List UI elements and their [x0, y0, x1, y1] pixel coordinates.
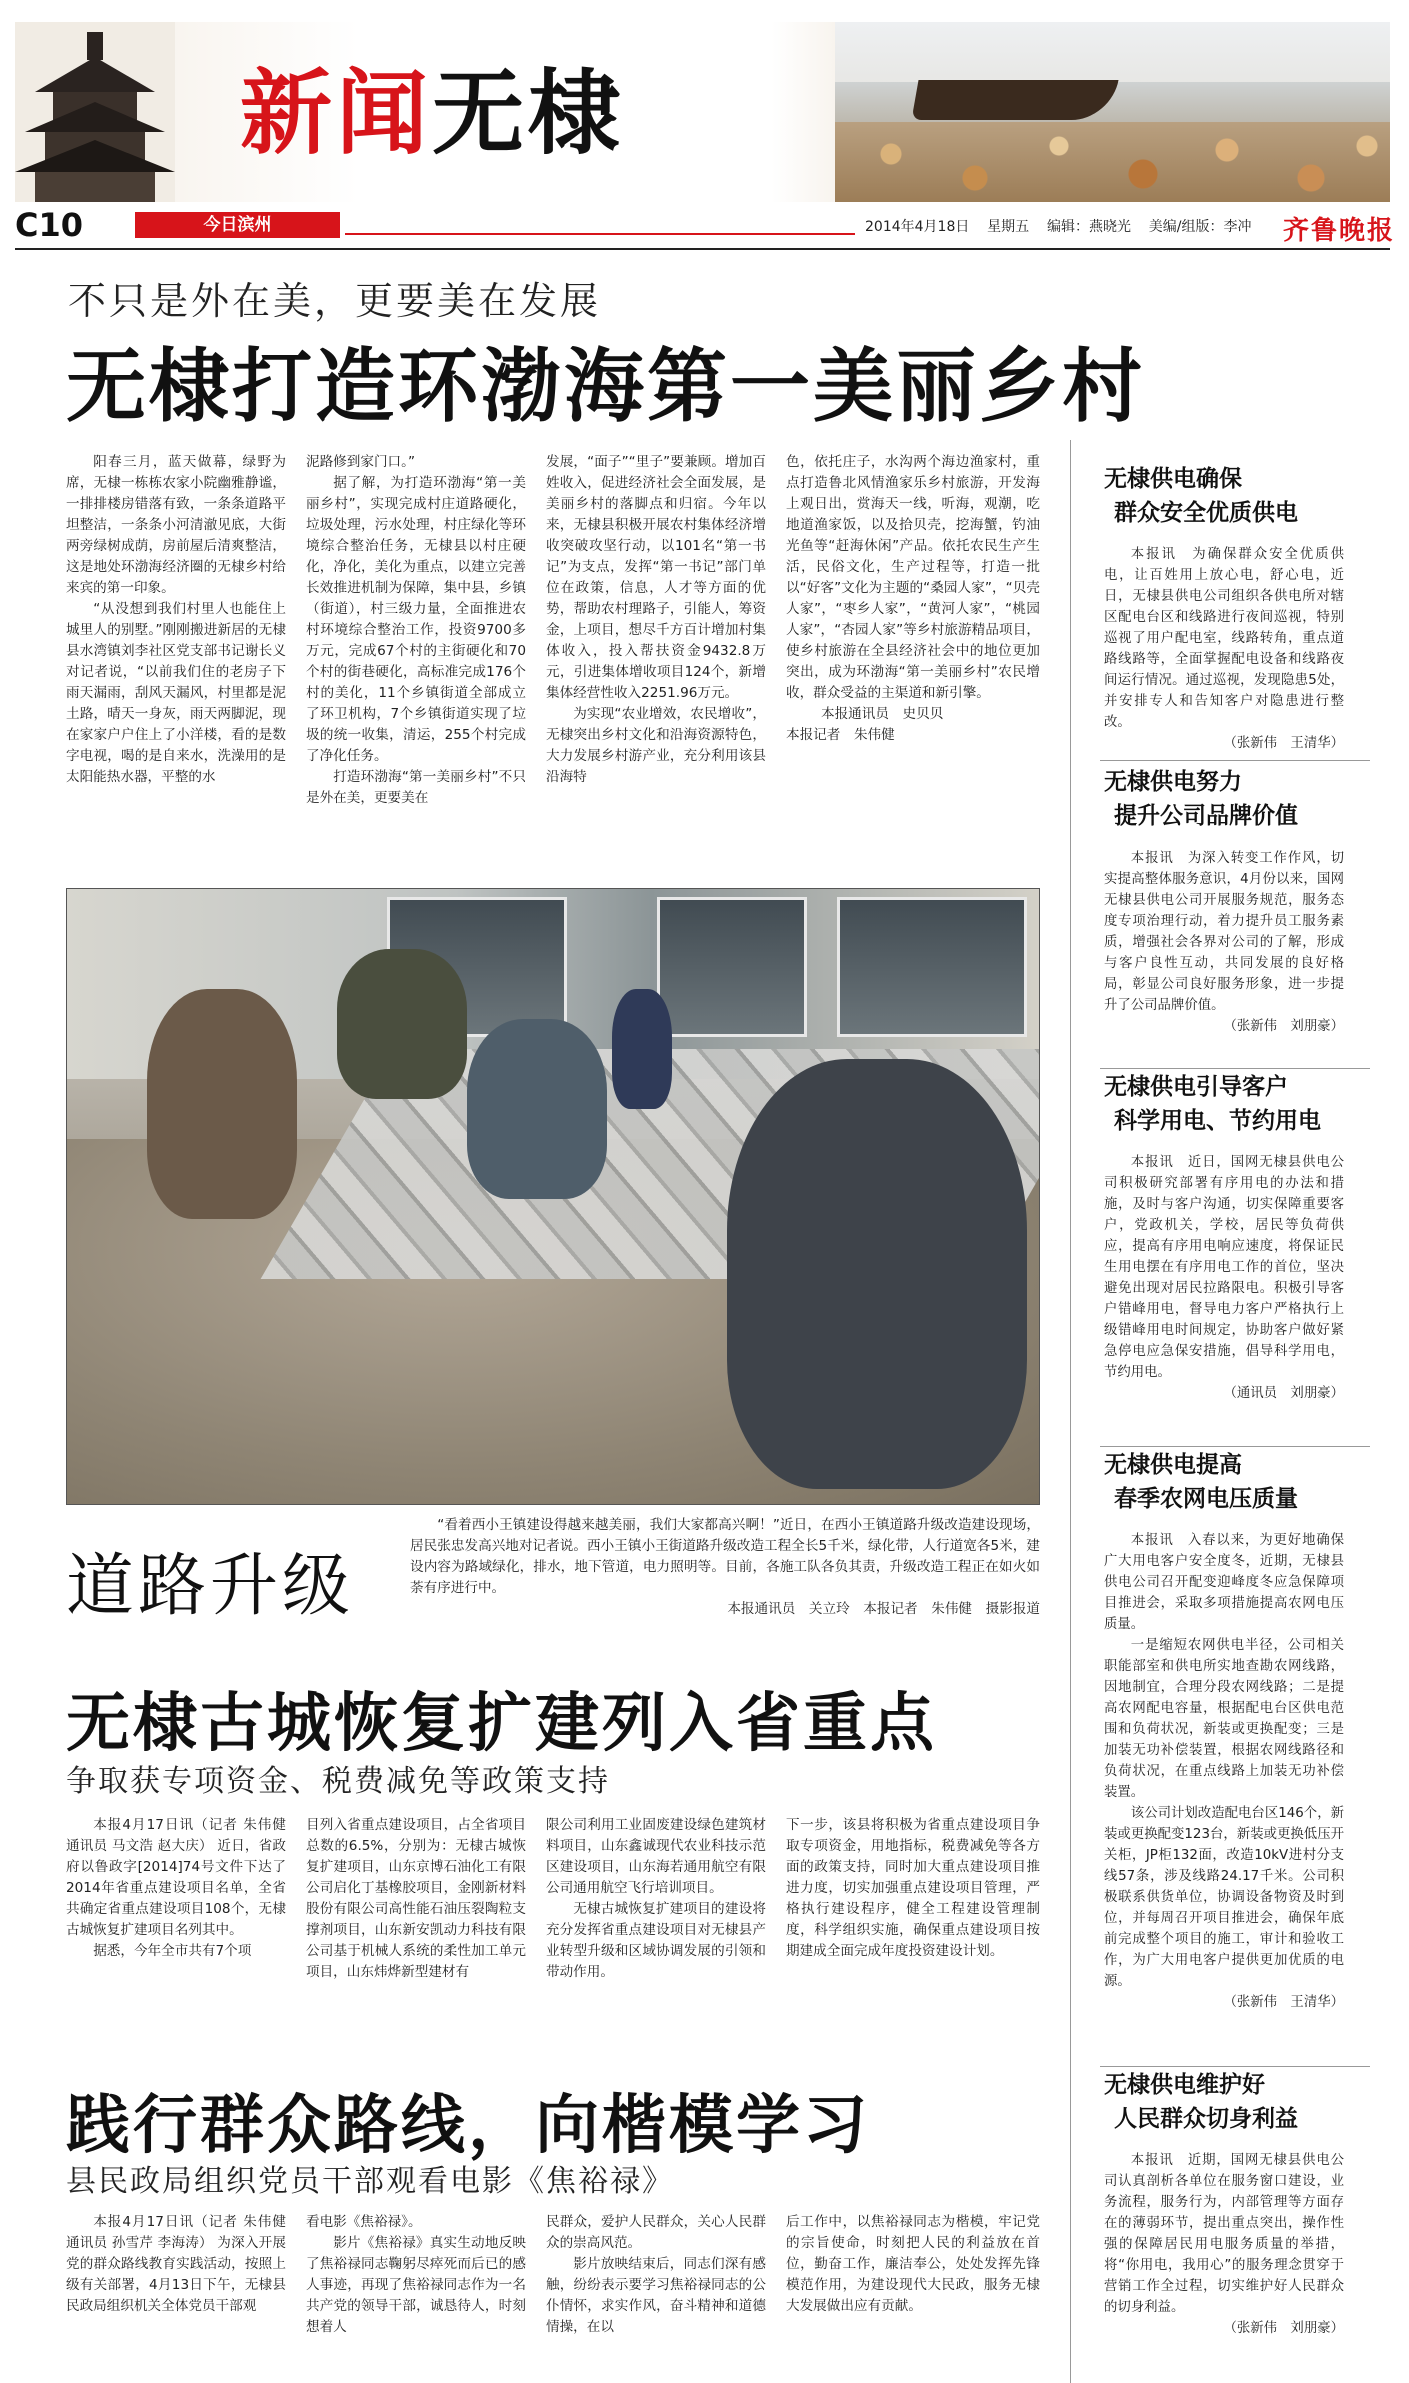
sidebar-divider [1100, 760, 1370, 761]
sidebar-headline-line: 无棣供电维护好 [1104, 2072, 1265, 2098]
issue-date: 2014年4月18日 [865, 219, 970, 235]
paragraph: 一是缩短农网供电半径，公司相关职能部室和供电所实地查勘农网线路，因地制宜，合理分段农网线路；二是提高农网配电容量，根据配电台区供电范围和负荷状况，新装或更换配变；三是加装无功补偿装置，根据农网线路径和负荷状况，在重点线路上加装无功补偿装置。 [1104, 1638, 1344, 1800]
byline: （张新伟 王清华） [1223, 1995, 1344, 2010]
paragraph: 发展，“面子”“里子”要兼顾。增加百姓收入，促进经济社会全面发展，是美丽乡村的落脚点和归宿。今年以来，无棣县积极开展农村集体经济增收突破攻坚行动，以101名“第一书记”为支点，发挥“第一书记”部门单位在政策，信息，人才等方面的优势，帮助农村理路子，引能人，筹资金，上项目，想尽千方百计增加村集体收入，投入帮扶资金9432.8万元，引进集体增收项目124个，新增集体经营性收入2251.96万元。 [546, 454, 766, 701]
story3-column-3 [546, 2212, 766, 2374]
lead-kicker: 不只是外在美，更要美在发展 [68, 279, 602, 323]
paragraph: 打造环渤海“第一美丽乡村”不只是外在美，更要美在 [306, 769, 526, 806]
sidebar-article-2 [1104, 848, 1344, 1063]
byline: （张新伟 刘朋豪） [1223, 1019, 1344, 1034]
paragraph: 本报4月17日讯（记者 朱伟健 通讯员 马文浩 赵大庆） 近日，省政府以鲁政字[2014]74号文件下达了2014年省重点建设项目名单，全省共确定省重点建设项目108个，无棣古城恢复扩建项目名列其中。 [66, 1817, 286, 1938]
paragraph: 泥路修到家门口。” [306, 454, 415, 470]
paragraph: 本报讯 近期，国网无棣县供电公司认真剖析各单位在服务窗口建设，业务流程，服务行为，内部管理等方面存在的薄弱环节，提出重点突出，操作性强的保障居民用电服务质量的举措，将“你用电，我用心”的服务理念贯穿于营销工作全过程，切实维护好人民群众的切身利益。 [1104, 2153, 1344, 2315]
story3-subhead: 县民政局组织党员干部观看电影《焦裕禄》 [66, 2164, 674, 2199]
paragraph: 民群众，爱护人民群众，关心人民群众的崇高风范。 [546, 2214, 766, 2251]
sidebar-headline-2 [1104, 765, 1374, 833]
pagoda-tower-illustration [15, 22, 175, 202]
lead-column-3 [546, 452, 766, 872]
paragraph: 影片《焦裕禄》真实生动地反映了焦裕禄同志鞠躬尽瘁死而后已的感人事迹，再现了焦裕禄同志作为一名共产党的领导干部，诚恳待人，时刻想着人 [306, 2235, 526, 2335]
masthead-shells-beach [835, 122, 1390, 202]
story3-column-1 [66, 2212, 286, 2374]
paragraph: 色，依托庄子，水沟两个海边渔家村，重点打造鲁北风情渔家乐乡村旅游，开发海上观日出，赏海天一线，听海，观潮，吃地道渔家饭，以及拾贝壳，挖海蟹，钓油光鱼等“赶海休闲”产品。依托农民生产生活，民俗文化，生产过程等，打造一批以“好客”文化为主题的“桑园人家”，“贝壳人家”，“枣乡人家”，“黄河人家”，“桃园人家”，“杏园人家”等乡村旅游精品项目，使乡村旅游在全县经济社会中的地位更加突出，成为环渤海“第一美丽乡村”农民增收，群众受益的主渠道和新引擎。 [786, 454, 1040, 701]
paragraph: 无棣古城恢复扩建项目的建设将充分发挥省重点建设项目对无棣县产业转型升级和区域协调发展的引领和带动作用。 [546, 1901, 766, 1980]
story2-column-3 [546, 1815, 766, 2055]
sidebar-headline-4 [1104, 1448, 1374, 1516]
photo-credit: 本报通讯员 关立玲 本报记者 朱伟健 摄影报道 [727, 1601, 1040, 1617]
paragraph: 看电影《焦裕禄》。 [306, 2214, 422, 2230]
paragraph: 本报讯 为确保群众安全优质供电，让百姓用上放心电，舒心电，近日，无棣县供电公司组织各供电所对辖区配电台区和线路进行夜间巡视，特别巡视了用户配电室，线路转角，重点道路线路等，全面掌握配电设备和线路夜间运行情况。通过巡视，发现隐患5处，并安排专人和告知客户对隐患进行整改。 [1104, 547, 1344, 730]
byline: （张新伟 刘朋豪） [1223, 2321, 1344, 2336]
lead-column-4 [786, 452, 1040, 872]
story3-column-2 [306, 2212, 526, 2374]
sidebar-headline-line: 无棣供电努力 [1104, 769, 1242, 795]
issue-weekday: 星期五 [987, 219, 1030, 235]
sidebar-headline-line: 科学用电、节约用电 [1114, 1108, 1321, 1134]
sidebar-headline-line: 群众安全优质供电 [1114, 500, 1298, 526]
paragraph: 本报讯 近日，国网无棣县供电公司积极研究部署有序用电的办法和措施，及时与客户沟通，切实保障重要客户，党政机关，学校，居民等负荷供应，提高有序用电响应速度，将保证民生用电摆在有序用电工作的首位，坚决避免出现对居民拉路限电。积极引导客户错峰用电，督导电力客户严格执行上级错峰用电时间规定，协助客户做好紧急停电应急保安措施，倡导科学用电，节约用电。 [1104, 1155, 1344, 1380]
story2-column-1 [66, 1815, 286, 2055]
story3-column-4 [786, 2212, 1040, 2374]
designer-credit: 美编/组版：李冲 [1148, 219, 1252, 235]
shop-window [837, 897, 1027, 1037]
byline: （通讯员 刘朋豪） [1223, 1386, 1344, 1401]
paragraph: 本报讯 入春以来，为更好地确保广大用电客户安全度冬，近期，无棣县供电公司召开配变迎峰度冬应急保障项目推进会，采取多项措施提高农网电压质量。 [1104, 1533, 1344, 1632]
story2-column-4 [786, 1815, 1040, 2055]
photo-title: 道路升级 [66, 1547, 355, 1626]
sidebar-divider [1100, 1068, 1370, 1069]
sidebar-headline-line: 无棣供电引导客户 [1104, 1074, 1288, 1100]
sidebar-headline-line: 提升公司品牌价值 [1114, 803, 1298, 829]
folio-divider [345, 233, 855, 235]
byline: 本报通讯员 史贝贝 [821, 706, 944, 722]
sidebar-headline-line: 春季农网电压质量 [1114, 1486, 1298, 1512]
paragraph: 限公司利用工业固废建设绿色建筑材料项目，山东鑫诚现代农业科技示范区建设项目，山东海若通用航空有限公司通用航空飞行培训项目。 [546, 1817, 766, 1896]
sidebar-divider [1070, 440, 1071, 2383]
paragraph: 下一步，该县将积极为省重点建设项目争取专项资金，用地指标，税费减免等各方面的政策支持，同时加大重点建设项目推进力度，切实加强重点建设项目管理，严格执行建设程序，健全工程建设管理制度，科学组织实施，确保重点建设项目按期建成全面完成年度投资建设计划。 [786, 1817, 1040, 1959]
masthead-title-red: 新闻 [240, 59, 433, 167]
paragraph: 阳春三月，蓝天做幕，绿野为席，无棣一栋栋农家小院幽雅静谧，一排排楼房错落有致，一条条道路平坦整洁，一条条小河清澈见底，大街两旁绿树成荫，房前屋后清爽整洁，这是地处环渤海经济圈的无棣乡村给来宾的第一印象。 [66, 454, 286, 596]
page-number: C10 [15, 206, 84, 244]
story2-column-2 [306, 1815, 526, 2055]
road-construction-photo [66, 888, 1040, 1505]
sidebar-headline-line: 人民群众切身利益 [1114, 2106, 1298, 2132]
sidebar-headline-line: 无棣供电提高 [1104, 1452, 1242, 1478]
story2-headline: 无棣古城恢复扩建列入省重点 [66, 1687, 937, 1761]
sidebar-divider [1100, 1446, 1370, 1447]
paragraph: 据悉，今年全市共有7个项 [93, 1943, 252, 1959]
section-tag: 今日滨州 [135, 212, 340, 238]
paragraph: 后工作中，以焦裕禄同志为楷模，牢记党的宗旨使命，时刻把人民的利益放在首位，勤奋工作，廉洁奉公，处处发挥先锋模范作用，为建设现代大民政，服务无棣大发展做出应有贡献。 [786, 2214, 1040, 2314]
sidebar-article-4 [1104, 1530, 1344, 2060]
folio-rule [15, 248, 1390, 250]
lead-column-1 [66, 452, 286, 872]
sidebar-headline-1 [1104, 462, 1374, 530]
folio-bar [15, 206, 1396, 246]
caption-text: “看着西小王镇建设得越来越美丽，我们大家都高兴啊！”近日，在西小王镇道路升级改造建设现场，居民张忠发高兴地对记者说。西小王镇小王街道路升级改造工程全长5千米，绿化带，人行道宽各5米，建设内容为路域绿化，排水，地下管道，电力照明等。目前，各施工队各负其责，升级改造工程正在如火如荼有序进行中。 [410, 1517, 1040, 1596]
child-figure [612, 989, 672, 1109]
lead-column-2 [306, 452, 526, 872]
paragraph: 为实现“农业增效，农民增收”，无棣突出乡村文化和沿海资源特色，大力发展乡村游产业，充分利用该县沿海特 [546, 706, 766, 785]
masthead-title [240, 59, 625, 167]
worker-figure [727, 1059, 1027, 1489]
masthead-banner [15, 22, 1390, 202]
sidebar-headline-3 [1104, 1070, 1374, 1138]
paragraph: 本报讯 为深入转变工作作风，切实提高整体服务意识，4月份以来，国网无棣县供电公司开展服务规范，服务态度专项治理行动，着力提升员工服务素质，增强社会各界对公司的了解，形成与客户良性互动，共同发展的良好格局，彰显公司良好服务形象，进一步提升了公司品牌价值。 [1104, 851, 1344, 1013]
newspaper-brand: 齐鲁晚报 [1283, 216, 1396, 246]
byline: （张新伟 王清华） [1223, 736, 1344, 751]
masthead-boat [911, 80, 1118, 120]
sidebar-article-1 [1104, 544, 1344, 754]
worker-figure [147, 989, 297, 1219]
paragraph: “从没想到我们村里人也能住上城里人的别墅。”刚刚搬进新居的无棣县水湾镇刘李社区党支部书记谢长义对记者说，“以前我们住的老房子下雨天漏雨，刮风天漏风，村里都是泥土路，晴天一身灰，雨天两脚泥，现在家家户户住上了小洋楼，看的是数字电视，喝的是自来水，洗澡用的是太阳能热水器，平整的水 [66, 601, 286, 785]
paragraph: 目列入省重点建设项目，占全省项目总数的6.5%，分别为：无棣古城恢复扩建项目，山东京博石油化工有限公司启化丁基橡胶项目，金刚新材料股份有限公司高性能石油压裂陶粒支撑剂项目，山东新安凯动力科技有限公司基于机械人系统的柔性加工单元项目，山东炜烨新型建材有 [306, 1817, 526, 1980]
paragraph: 影片放映结束后，同志们深有感触，纷纷表示要学习焦裕禄同志的公仆情怀，求实作风，奋斗精神和道德情操，在以 [546, 2256, 766, 2335]
worker-figure [467, 1019, 607, 1199]
story2-subhead: 争取获专项资金、税费减免等政策支持 [66, 1764, 610, 1799]
paragraph: 据了解，为打造环渤海“第一美丽乡村”，实现完成村庄道路硬化，垃圾处理，污水处理，村庄绿化等环境综合整治任务，无棣县以村庄硬化，净化，美化为重点，以建立完善长效推进机制为保障，集中县，乡镇（街道），村三级力量，全面推进农村环境综合整治工作，投资9700多万元，完成67个村的主街硬化和70个村的街巷硬化，高标准完成176个村的美化，11个乡镇街道全部成立了环卫机构，7个乡镇街道实现了垃圾的统一收集，清运，255个村完成了净化任务。 [306, 475, 526, 764]
paragraph: 该公司计划改造配电台区146个，新装或更换配变123台，新装或更换低压开关柜，JP柜132面，改造10kV进村分支线57条，涉及线路24.17千米。公司积极联系供货单位，协调设备物资及时到位，并每周召开项目推进会，确保年底前完成整个项目的施工，审计和验收工作，为广大用电客户提供更加优质的电源。 [1104, 1806, 1344, 1989]
byline: 本报记者 朱伟健 [786, 727, 895, 743]
sidebar-article-5 [1104, 2150, 1344, 2378]
story3-headline: 践行群众路线，向楷模学习 [66, 2089, 870, 2163]
editor-credit: 编辑：燕晓光 [1046, 219, 1131, 235]
sidebar-divider [1100, 2066, 1370, 2067]
photo-caption [410, 1515, 1040, 1620]
worker-figure [337, 949, 467, 1099]
lead-headline: 无棣打造环渤海第一美丽乡村 [66, 340, 1145, 433]
masthead-title-black: 无棣 [432, 59, 625, 167]
sidebar-headline-line: 无棣供电确保 [1104, 466, 1242, 492]
sidebar-headline-5 [1104, 2068, 1374, 2136]
sidebar-article-3 [1104, 1152, 1344, 1442]
shop-window [657, 897, 807, 1037]
paragraph: 本报4月17日讯（记者 朱伟健 通讯员 孙雪芹 李海涛） 为深入开展党的群众路线教育实践活动，按照上级有关部署，4月13日下午，无棣县民政局组织机关全体党员干部观 [66, 2214, 286, 2314]
folio-info [865, 216, 1252, 236]
